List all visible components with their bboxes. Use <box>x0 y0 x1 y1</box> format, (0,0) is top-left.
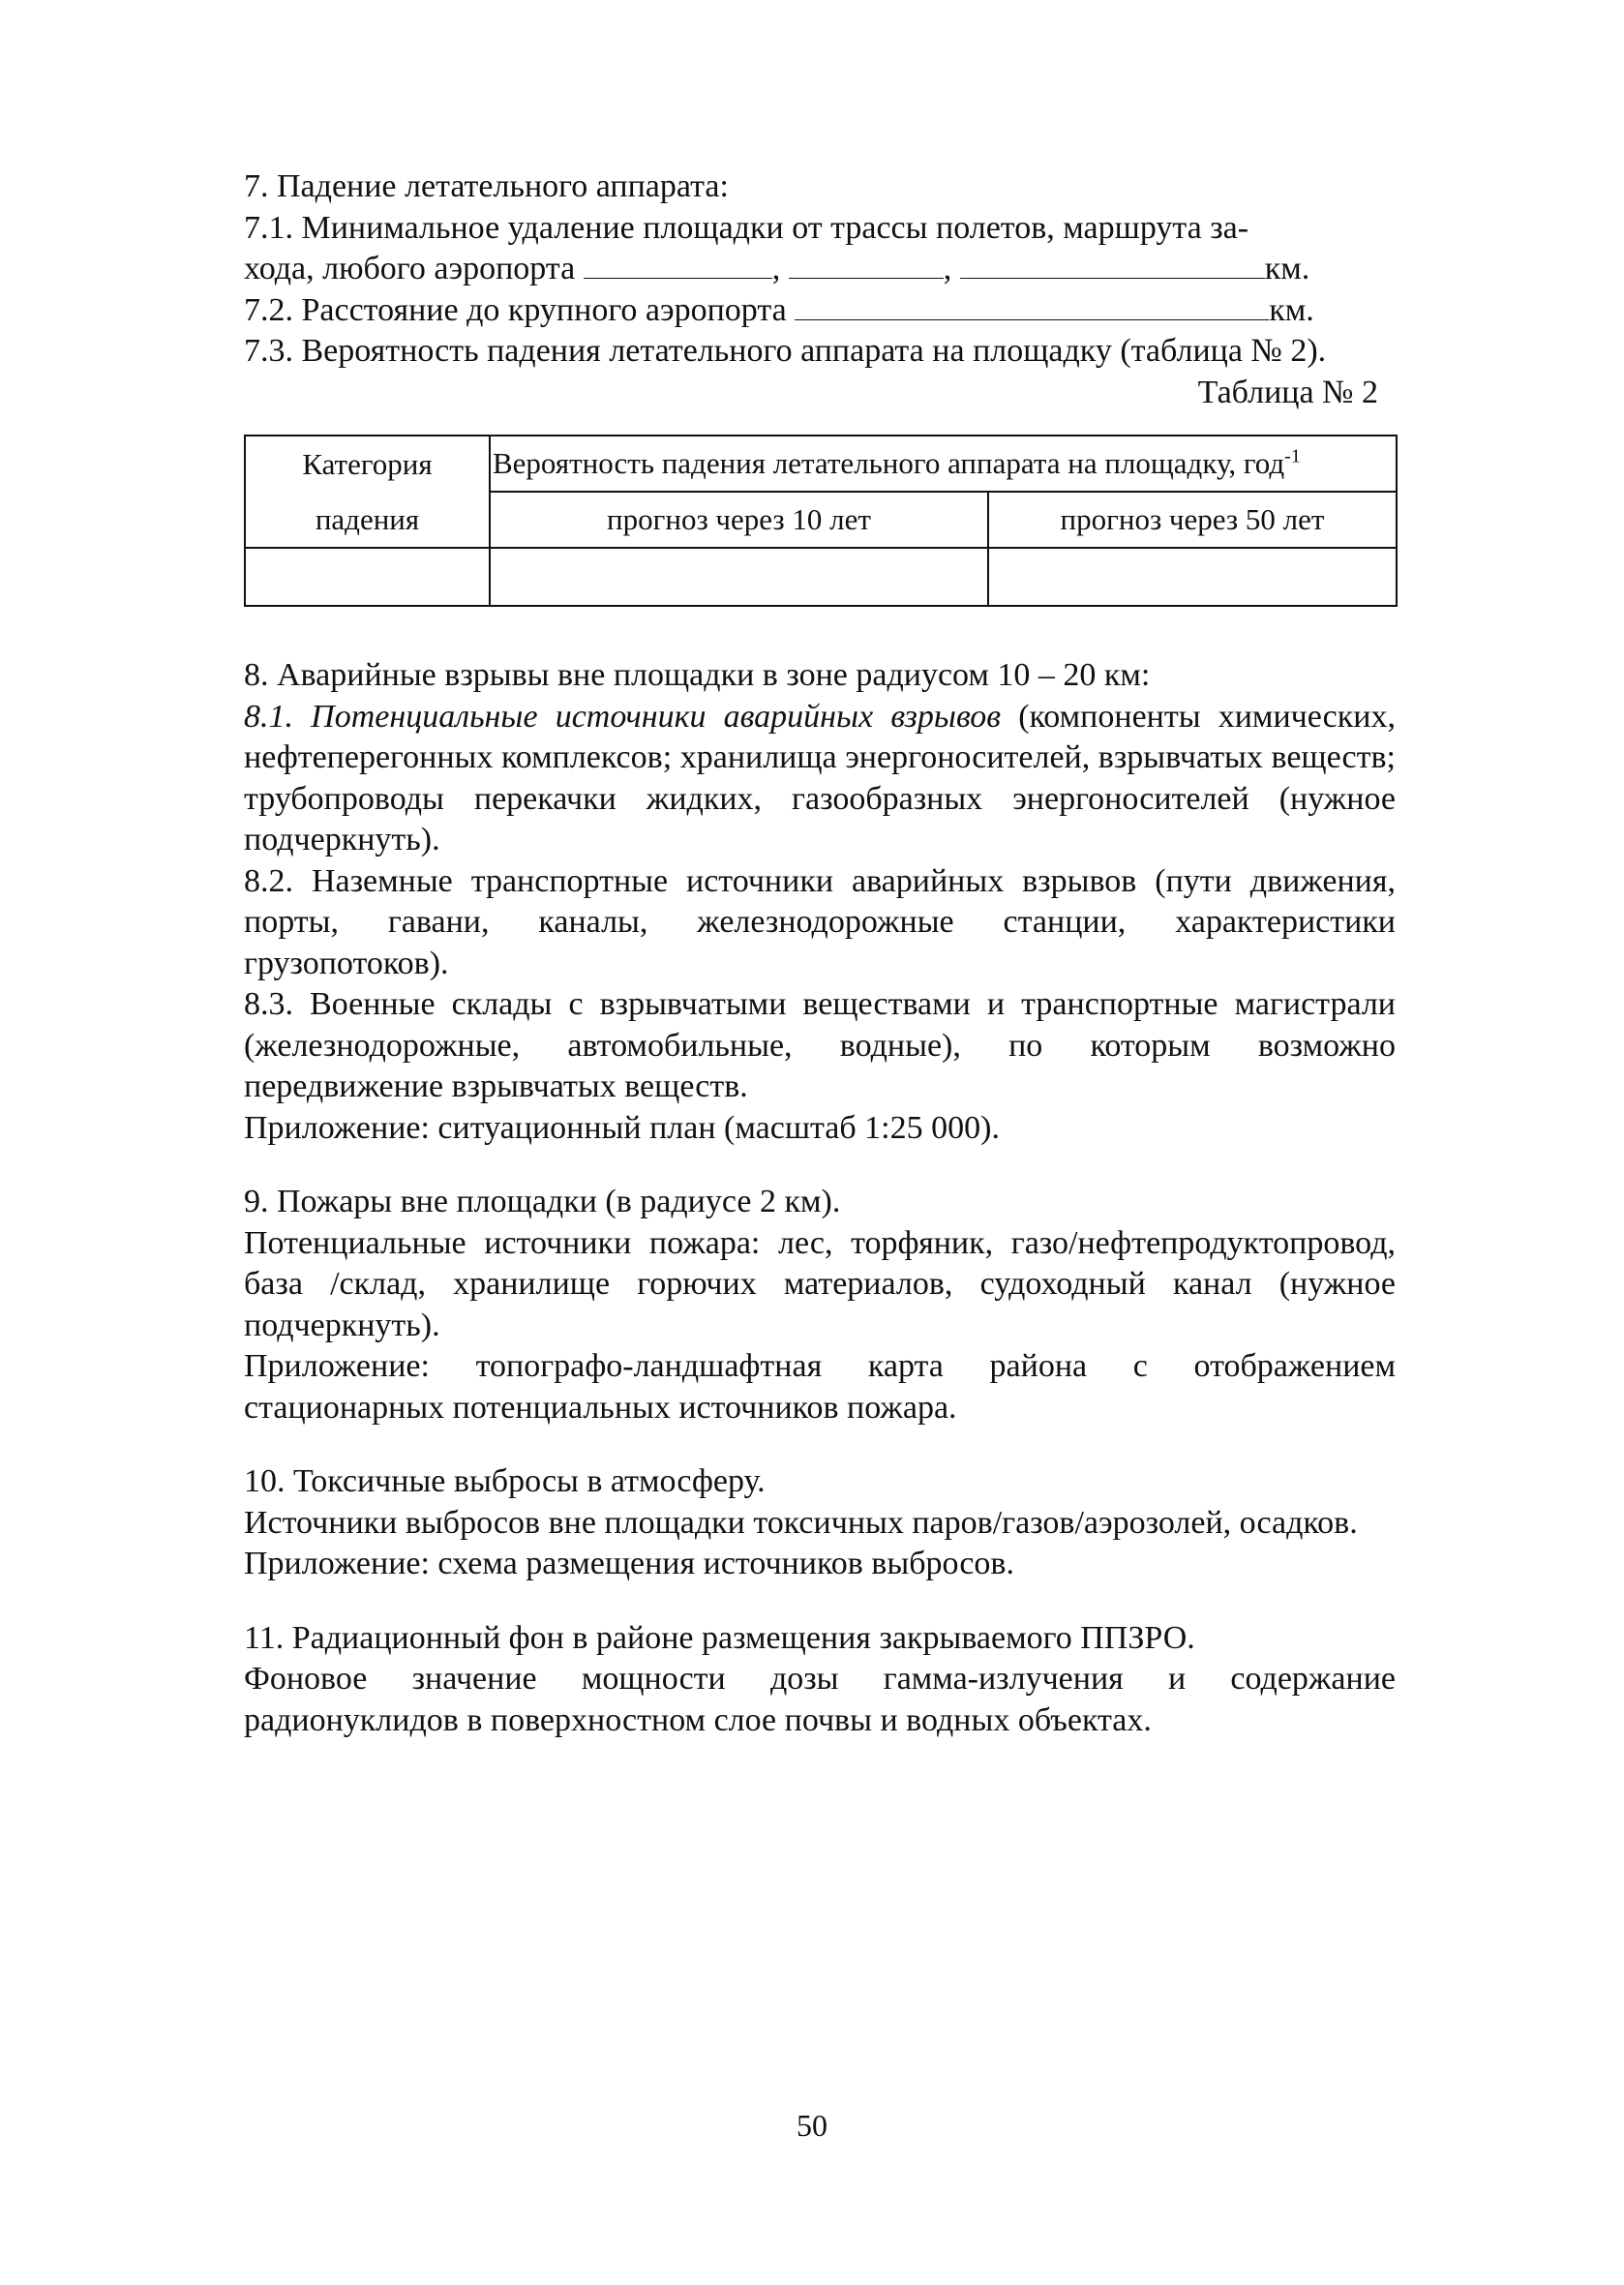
section-9-appendix: Приложение: топографо-ландшафтная карта района с отображением стационарных потенциальных источников пожара. <box>244 1348 1396 1426</box>
section-7-2 <box>244 290 1396 332</box>
blank-field-1[interactable] <box>584 249 772 279</box>
section-8-1-rest: (компоненты химических, нефтеперегонных комплексов; хранилища энергоносителей, взрывчатых веществ; трубопроводы перекачки жидких, газообразных энергоносителей (нужное подчеркнуть). <box>244 698 1396 857</box>
category-header-top: Категория <box>245 436 490 492</box>
per-year-superscript: -1 <box>1284 445 1301 467</box>
table-caption: Таблица № 2 <box>1197 374 1378 410</box>
section-9-text: Потенциальные источники пожара: лес, торфяник, газо/нефтепродуктопровод, база /склад, хранилище горючих материалов, судоходный канал (нужное подчеркнуть). <box>244 1224 1396 1343</box>
comma-2: , <box>943 251 952 286</box>
section-7-heading: 7. Падение летательного аппарата: <box>244 168 729 204</box>
probability-header-text: Вероятность падения летательного аппарата на площадку, год <box>493 446 1285 480</box>
section-8-2: 8.2. Наземные транспортные источники аварийных взрывов (пути движения, порты, гавани, каналы, железнодорожные станции, характеристики грузопотоков). <box>244 862 1396 981</box>
blank-field-3[interactable] <box>960 249 1265 279</box>
section-7-2-prefix: 7.2. Расстояние до крупного аэропорта <box>244 291 787 328</box>
unit-km-2: км. <box>1269 291 1314 328</box>
forecast-10-header: прогноз через 10 лет <box>490 492 988 548</box>
section-11-text: Фоновое значение мощности дозы гамма-излучения и содержание радионуклидов в поверхностном слое почвы и водных объектах. <box>244 1661 1396 1738</box>
unit-km-1: км. <box>1264 251 1310 286</box>
section-7-1-prefix: хода, любого аэропорта <box>244 251 576 286</box>
section-11-heading: 11. Радиационный фон в районе размещения закрываемого ППЗРО. <box>244 1619 1195 1656</box>
page-number: 50 <box>797 2108 827 2143</box>
section-8-1 <box>244 697 1396 861</box>
section-10-text: Источники выбросов вне площадки токсичных паров/газов/аэрозолей, осадков. <box>244 1504 1358 1541</box>
section-7-1-line2 <box>244 249 1396 290</box>
section-8-1-italic: 8.1. Потенциальные источники аварийных взрывов <box>244 698 1002 735</box>
section-8-appendix: Приложение: ситуационный план (масштаб 1:25 000). <box>244 1109 1000 1146</box>
forecast-50-header: прогноз через 50 лет <box>988 492 1397 548</box>
section-10-appendix: Приложение: схема размещения источников выбросов. <box>244 1546 1014 1581</box>
section-8-heading: 8. Аварийные взрывы вне площадки в зоне радиусом 10 – 20 км: <box>244 657 1151 693</box>
section-10-heading: 10. Токсичные выбросы в атмосферу. <box>244 1463 766 1499</box>
blank-field-4[interactable] <box>795 290 1269 320</box>
page-content <box>244 166 1396 1741</box>
empty-cell-forecast-50[interactable] <box>988 548 1397 606</box>
section-7-3: 7.3. Вероятность падения летательного аппарата на площадку (таблица № 2). <box>244 333 1327 369</box>
probability-group-header <box>490 436 1397 492</box>
section-9-heading: 9. Пожары вне площадки (в радиусе 2 км). <box>244 1184 841 1219</box>
empty-cell-category[interactable] <box>245 548 490 606</box>
empty-cell-forecast-10[interactable] <box>490 548 988 606</box>
section-7-1-line1: 7.1. Минимальное удаление площадки от трассы полетов, маршрута за- <box>244 209 1249 246</box>
blank-field-2[interactable] <box>789 249 944 279</box>
comma-1: , <box>771 251 781 286</box>
section-8-3: 8.3. Военные склады с взрывчатыми веществами и транспортные магистрали (железнодорожные, автомобильные, водные), по которым возможно передвижение взрывчатых веществ. <box>244 986 1396 1104</box>
table-row <box>245 548 1397 606</box>
table-2 <box>244 435 1398 607</box>
category-header-bottom: падения <box>245 492 490 548</box>
